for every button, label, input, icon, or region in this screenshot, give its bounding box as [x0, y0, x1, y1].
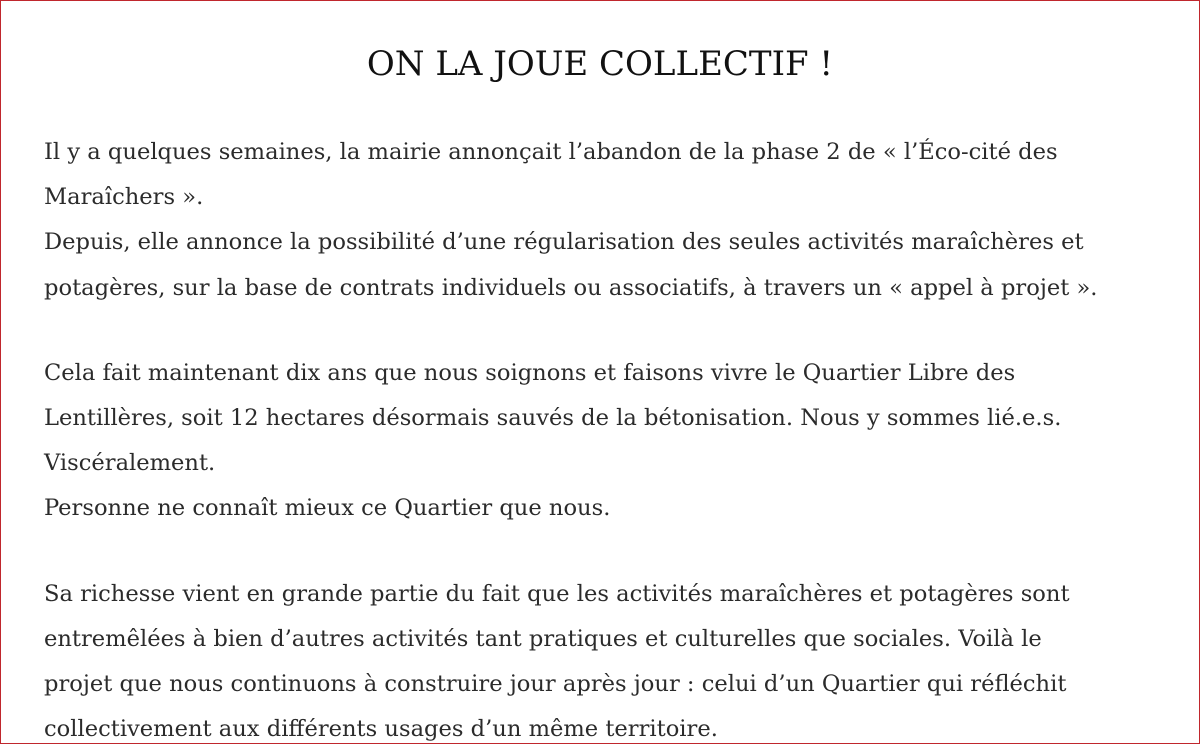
paragraph-line: projet que nous continuons à construire jour après jour : celui d’un Quartier qui réfléchit — [44, 671, 1067, 698]
paragraph-line: Lentillères, soit 12 hectares désormais sauvés de la bétonisation. Nous y sommes lié.e.s. — [44, 405, 1062, 432]
paragraph-line: Maraîchers ». — [44, 184, 204, 211]
paragraph-2 — [44, 351, 1189, 532]
paragraph-line: Sa richesse vient en grande partie du fait que les activités maraîchères et potagères sont — [44, 580, 1070, 607]
paragraph-line: entremêlées à bien d’autres activités tant pratiques et culturelles que sociales. Voilà le — [44, 625, 1042, 652]
paragraph-spacer — [44, 311, 1189, 351]
paragraph-line: Depuis, elle annonce la possibilité d’une régularisation des seules activités maraîchères et — [44, 229, 1084, 256]
paragraph-3 — [44, 572, 1189, 744]
paragraph-line: Viscéralement. — [44, 450, 216, 477]
paragraph-line: potagères, sur la base de contrats individuels ou associatifs, à travers un « appel à projet ». — [44, 274, 1098, 301]
page-title: ON LA JOUE COLLECTIF ! — [366, 44, 834, 84]
paragraph-line: collectivement aux différents usages d’un même territoire. — [44, 716, 718, 743]
paragraph-line: Cela fait maintenant dix ans que nous soignons et faisons vivre le Quartier Libre des — [44, 359, 1016, 386]
paragraph-1 — [44, 130, 1189, 311]
paragraph-line: Personne ne connaît mieux ce Quartier que nous. — [44, 495, 611, 522]
paragraph-spacer — [44, 532, 1189, 572]
paragraph-line: Il y a quelques semaines, la mairie annonçait l’abandon de la phase 2 de « l’Éco-cité des — [44, 139, 1058, 165]
document-body — [44, 130, 1189, 744]
